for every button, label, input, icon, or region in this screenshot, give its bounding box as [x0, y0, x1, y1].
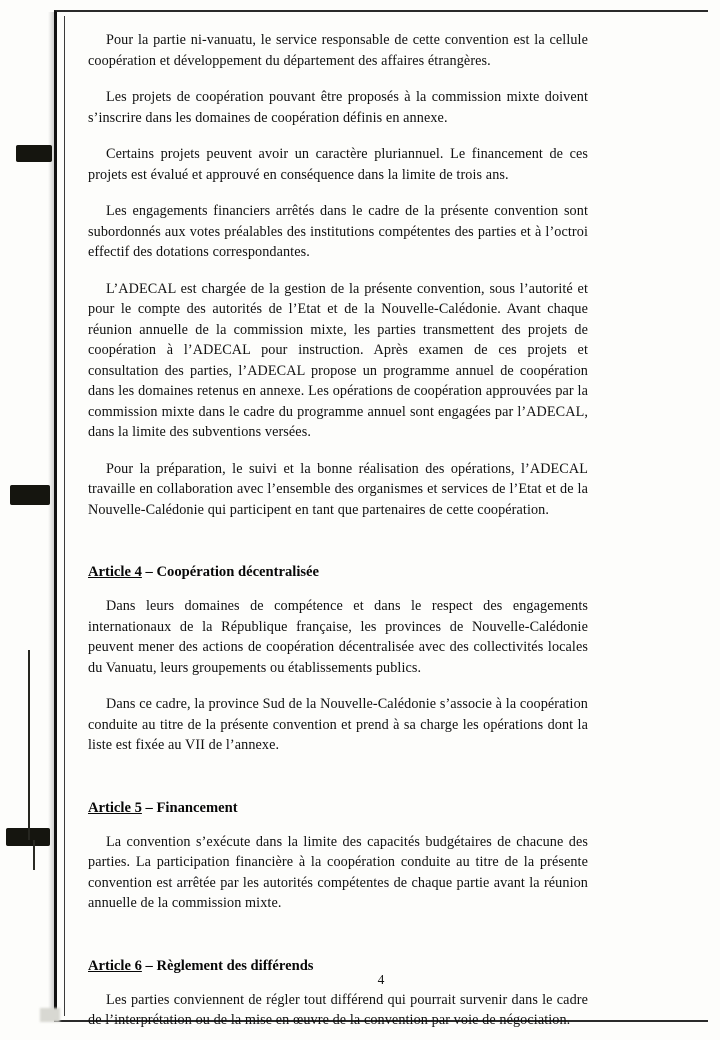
paragraph: Les projets de coopération pouvant être proposés à la commission mixte doivent s’inscrire dans les domaines de coopération définis en annexe.	[88, 89, 588, 126]
paragraph: L’ADECAL est chargée de la gestion de la présente convention, sous l’autorité et pour le compte des autorités de l’Etat et de la Nouvelle-Calédonie. Avant chaque réunion annuelle de la commission mixte, les parties transmettent des projets de coopération à l’ADECAL pour instruction. Après examen de ces projets et consultation des parties, l’ADECAL propose un programme annuel de coopération dans les domaines retenus en annexe. Les opérations de coopération approuvées par la commission mixte dans le cadre du programme annuel sont engagées par l’ADECAL, dans la limite des subventions versées.	[88, 280, 588, 440]
paragraph: Les engagements financiers arrêtés dans le cadre de la présente convention sont subordonnés aux votes préalables des institutions compétentes des parties et à l’octroi effectif des dotations correspondantes.	[88, 203, 588, 260]
section-heading-title: – Coopération décentralisée	[145, 564, 320, 580]
section-heading-number: Article 4	[88, 564, 142, 580]
section-heading-title: – Règlement des différends	[145, 957, 314, 974]
section-heading-title: – Financement	[145, 799, 238, 816]
paragraph: Pour la préparation, le suivi et la bonne réalisation des opérations, l’ADECAL travaille en collaboration avec l’ensemble des organismes et services de l’Etat et de la Nouvelle-Calédonie qui participent en tant que partenaires de cette coopération.	[88, 460, 588, 518]
paragraph: Dans leurs domaines de compétence et dans le respect des engagements internationaux de la République française, les provinces de Nouvelle-Calédonie peuvent mener des actions de coopération décentralisée avec des collectivités locales du Vanuatu, leurs groupements ou établissements publics.	[88, 598, 588, 676]
scan-streak-line-secondary	[33, 840, 35, 870]
section-heading-number: Article 5	[88, 799, 142, 816]
page-number: 4	[377, 972, 385, 987]
binder-hole-mark-middle	[10, 485, 50, 505]
paragraph: Dans ce cadre, la province Sud de la Nouvelle-Calédonie s’associe à la coopération conduite au titre de la présente convention et prend à sa charge les opérations dont la liste est fixée au VII de l’annexe.	[88, 696, 588, 753]
scan-streak-line	[28, 650, 30, 840]
section-heading-number: Article 6	[88, 957, 142, 974]
binder-hole-mark-top	[16, 145, 52, 162]
paragraph: La convention s’exécute dans la limite des capacités budgétaires de chacune des parties. La participation financière à la coopération conduite au titre de la présente convention est arrêtée par les autorités compétentes de chaque partie avant la réunion annuelle de la commission mixte.	[88, 833, 588, 911]
paragraph: Les parties conviennent de régler tout différend qui pourrait survenir dans le cadre de l’interprétation ou de la mise en œuvre de la convention par voie de négociation.	[88, 991, 588, 1028]
paragraph: Pour la partie ni-vanuatu, le service responsable de cette convention est la cellule coopération et développement du département des affaires étrangères.	[88, 32, 588, 69]
page-footer-area	[54, 10, 708, 1022]
paragraph: Certains projets peuvent avoir un caractère pluriannuel. Le financement de ces projets est évalué et approuvé en conséquence dans la limite de trois ans.	[88, 146, 588, 183]
